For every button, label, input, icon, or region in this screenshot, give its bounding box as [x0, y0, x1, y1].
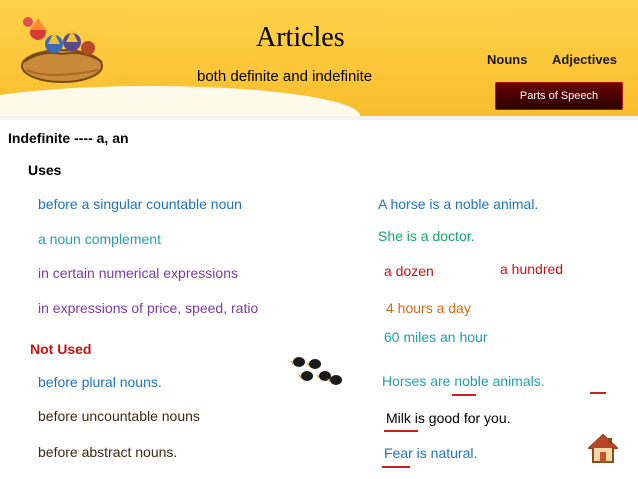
not-used-example-1: Horses are noble animals.: [382, 373, 545, 389]
header-decorative-curve: [0, 86, 360, 120]
not-used-rule-1: before plural nouns.: [38, 374, 162, 390]
example-rest: is good for you.: [410, 410, 511, 426]
use-example-3b: a hundred: [500, 261, 564, 277]
home-icon[interactable]: [588, 432, 618, 464]
underline-mark: [590, 392, 606, 394]
nest-icon: [10, 10, 120, 90]
not-used-example-3: Fear is natural.: [384, 445, 478, 461]
use-rule-3: in certain numerical expressions: [38, 265, 238, 281]
underline-mark: [384, 430, 418, 432]
header-stripe: [0, 116, 638, 120]
underline-mark: [382, 466, 410, 468]
not-used-heading: Not Used: [30, 341, 92, 357]
use-rule-1: before a singular countable noun: [38, 196, 242, 212]
use-example-1: A horse is a noble animal.: [378, 196, 539, 212]
not-used-example-2: [386, 410, 511, 426]
page-title: Articles: [256, 22, 345, 53]
use-rule-2: a noun complement: [38, 231, 161, 247]
nav-link-adjectives[interactable]: Adjectives: [552, 52, 618, 67]
uses-heading: Uses: [28, 162, 62, 178]
not-used-rule-2: before uncountable nouns: [38, 408, 200, 424]
page-subtitle: both definite and indefinite: [197, 68, 373, 85]
use-example-2: She is a doctor.: [378, 228, 475, 244]
parts-of-speech-button[interactable]: Parts of Speech: [495, 82, 623, 110]
use-example-3a: a dozen: [384, 263, 434, 279]
use-example-4a: 4 hours a day: [386, 300, 471, 316]
nav-link-nouns[interactable]: Nouns: [487, 52, 528, 67]
birds-icon: [290, 352, 344, 388]
use-rule-4: in expressions of price, speed, ratio: [38, 300, 259, 316]
indefinite-heading: Indefinite ---- a, an: [8, 130, 129, 146]
not-used-rule-3: before abstract nouns.: [38, 444, 178, 460]
example-word: Milk: [386, 410, 411, 426]
use-example-4b: 60 miles an hour: [384, 329, 488, 345]
header-banner: [0, 0, 638, 120]
underline-mark: [452, 394, 476, 396]
